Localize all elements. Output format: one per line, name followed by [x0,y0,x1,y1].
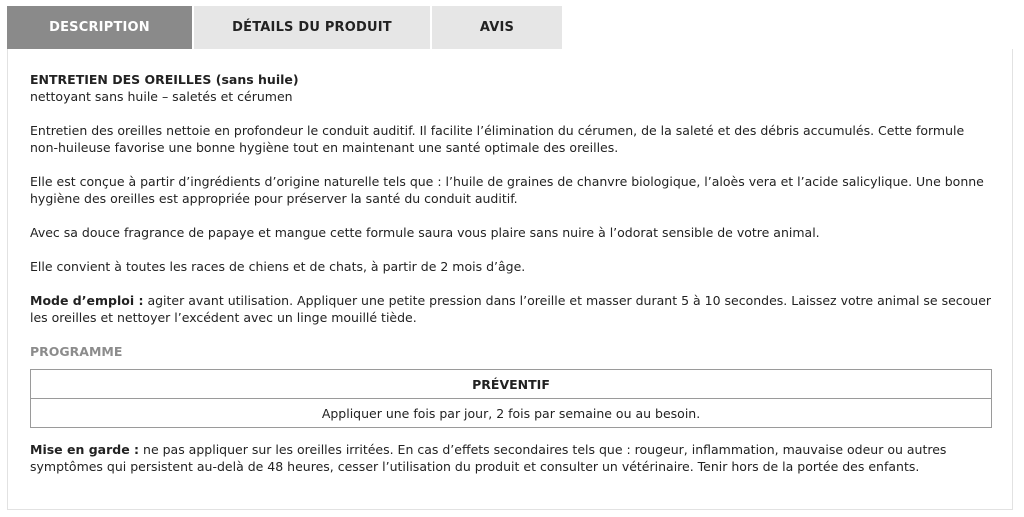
usage-label: Mode d’emploi : [30,293,144,308]
usage-text: agiter avant utilisation. Appliquer une petite pression dans l’oreille et masser durant 5 à 10 secondes. Laissez votre animal se secouer les oreilles et nettoyer l’excédent avec un linge mouillé tiède. [30,293,992,325]
program-table-cell: Appliquer une fois par jour, 2 fois par semaine ou au besoin. [321,405,701,421]
tab-reviews[interactable]: AVIS [432,6,562,49]
description-paragraph-2: Elle est conçue à partir d’ingrédients d’origine naturelle tels que : l’huile de graines de chanvre biologique, l’aloès vera et l’acide salicylique. Une bonne hygiène des oreilles est appropriée pour préserver la santé du conduit auditif. [30,174,984,206]
tab-description[interactable]: DESCRIPTION [7,6,194,49]
description-paragraph-4: Elle convient à toutes les races de chiens et de chats, à partir de 2 mois d’âge. [30,259,526,274]
program-table-header: PRÉVENTIF [31,370,991,399]
usage-instructions [30,292,992,326]
description-content [30,71,992,475]
product-title: ENTRETIEN DES OREILLES (sans huile) [30,72,299,87]
description-paragraph-1: Entretien des oreilles nettoie en profondeur le conduit auditif. Il facilite l’élimination du cérumen, de la saleté et des débris accumulés. Cette formule non-huileuse favorise une bonne hygiène tout en maintenant une santé optimale des oreilles. [30,123,965,155]
tab-product-details[interactable]: DÉTAILS DU PRODUIT [194,6,432,49]
warning-label: Mise en garde : [30,442,140,457]
program-table [30,369,992,428]
description-panel [7,49,1013,510]
program-heading: PROGRAMME [30,344,123,359]
product-subtitle: nettoyant sans huile – saletés et cérumen [30,89,293,104]
tab-bar [7,6,562,49]
warning-body: ne pas appliquer sur les oreilles irritées. En cas d’effets secondaires tels que : rougeur, inflammation, mauvaise odeur ou autres symptômes qui persistent au-delà de 48 heures, cesser l’utilisation du produit et consulter un vétérinaire. Tenir hors de la portée des enfants. [30,442,947,474]
warning-text [30,441,992,475]
description-paragraph-3: Avec sa douce fragrance de papaye et mangue cette formule saura vous plaire sans nuire à l’odorat sensible de votre animal. [30,225,820,240]
